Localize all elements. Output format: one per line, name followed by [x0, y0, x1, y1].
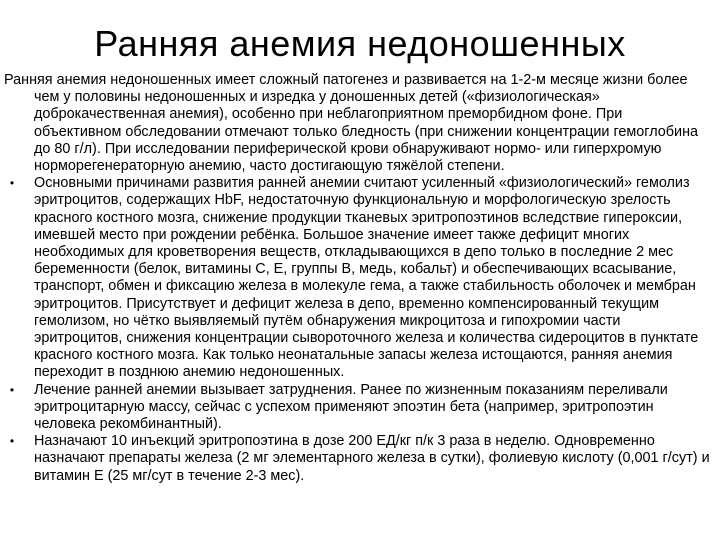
bullet-icon: •: [9, 176, 15, 191]
bullet-text: Назначают 10 инъекций эритропоэтина в дозе 200 ЕД/кг п/к 3 раза в неделю. Одновременно назначают препараты железа (2 мг элементарного железа в сутки), фолиевую кислоту (0,001 г/сут) и витамин Е (25 мг/сут в течение 2-3 мес).: [34, 433, 710, 484]
bullet-item-treatment: [4, 382, 712, 434]
bullet-item-causes: [4, 175, 712, 381]
slide-body: [4, 72, 712, 485]
bullet-text: Основными причинами развития ранней анемии считают усиленный «физиологический» гемолиз эритроцитов, содержащих HbF, недостаточную функциональную и морфологическую зрелость красного костного мозга, снижение продукции тканевых эритропоэтинов вследствие гипероксии, имевшей место при рождении ребёнка. Большое значение имеет также дефицит многих необходимых для кроветворения веществ, откладывающихся в депо только в последние 2 мес беременности (белок, витамины С, Е, группы В, медь, кобальт) и обеспечивающих всасывание, транспорт, обмен и фиксацию железа в молекуле гема, а также стабильность оболочек и мембран эритроцитов. Присутствует и дефицит железа в депо, временно компенсированный текущим гемолизом, но чётко выявляемый путём обнаружения микроцитоза и гипохромии части эритроцитов, снижения концентрации сывороточного железа и количества сидероцитов в пунктате красного костного мозга. Как только неонатальные запасы железа истощаются, ранняя анемия переходит в позднюю анемию недоношенных.: [34, 175, 699, 381]
slide-title: Ранняя анемия недоношенных: [94, 23, 626, 64]
intro-paragraph: Ранняя анемия недоношенных имеет сложный патогенез и развивается на 1-2-м месяце жизни более чем у половины недоношенных и изредка у доношенных детей («физиологическая» доброкачественная анемия), особенно при неблагоприятном преморбидном фоне. При объективном обследовании отмечают только бледность (при снижении концентрации гемоглобина до 80 г/л). При исследовании периферической крови обнаруживают нормо- или гиперхромую норморегенераторную анемию, часто достигающую тяжёлой степени.: [4, 72, 699, 175]
bullet-item-dosage: [4, 433, 712, 485]
bullet-text: Лечение ранней анемии вызывает затруднения. Ранее по жизненным показаниям переливали эритроцитарную массу, сейчас с успехом применяют эпоэтин бета (например, эритропоэтин человека рекомбинантный).: [34, 381, 668, 433]
bullet-icon: •: [9, 382, 15, 397]
bullet-icon: •: [9, 434, 15, 449]
